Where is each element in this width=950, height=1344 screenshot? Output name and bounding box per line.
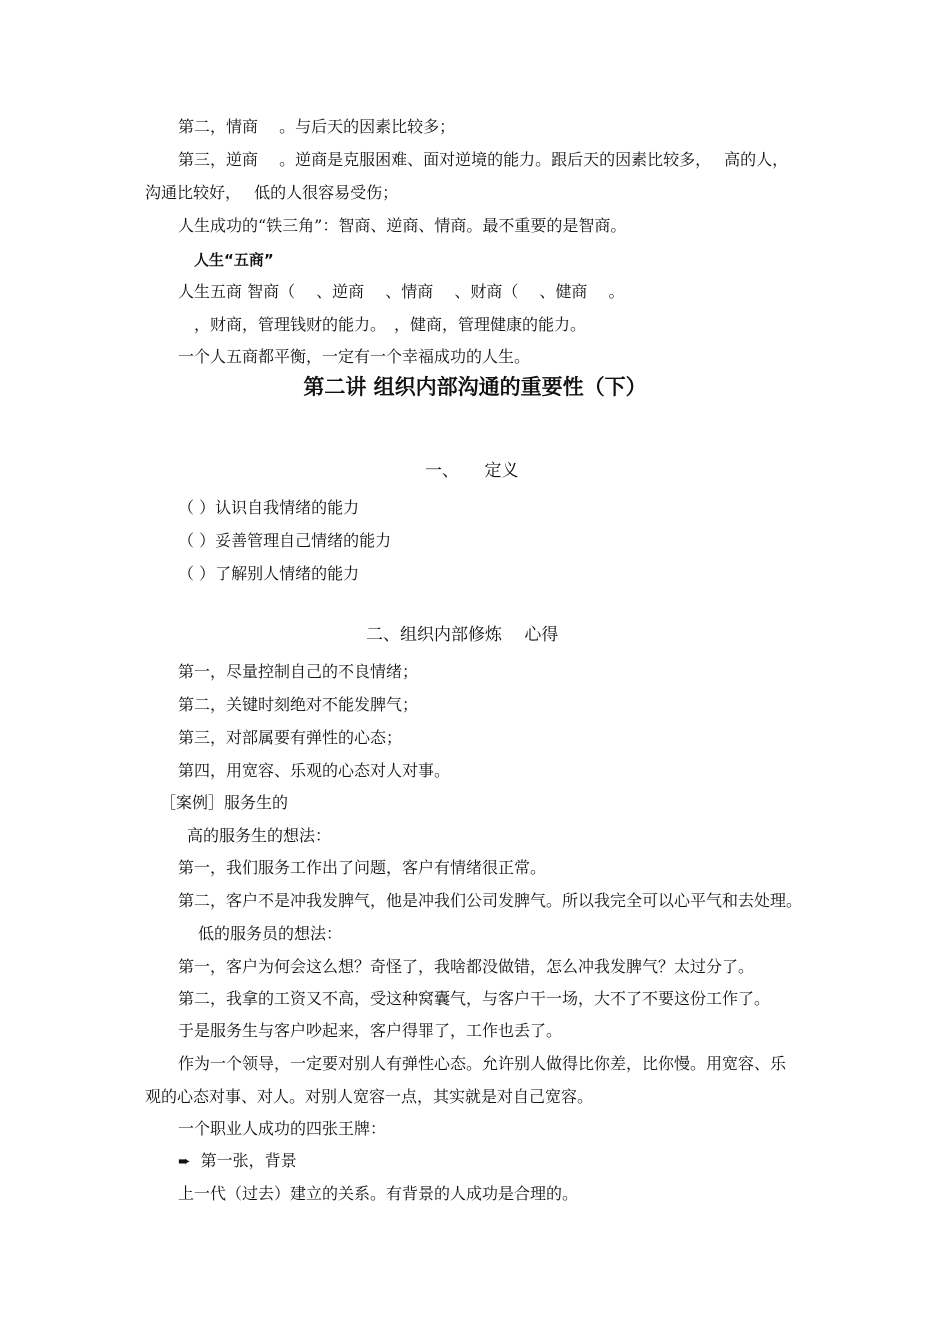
cultivation-item: 第三，对部属要有弹性的心态； (178, 728, 403, 747)
case-low-point: 第一，客户为何会这么想？奇怪了，我啥都没做错，怎么冲我发脾气？太过分了。 (178, 957, 755, 976)
case-result: 于是服务生与客户吵起来，客户得罪了，工作也丢了。 (178, 1021, 563, 1040)
leader-paragraph-cont: 观的心态对事、对人。对别人宽容一点，其实就是对自己宽容。 (145, 1087, 594, 1106)
text-line-eq: 第二，情商 。与后天的因素比较多； (178, 117, 456, 136)
case-low-point: 第二，我拿的工资又不高，受这种窝囊气，与客户干一场，大不了不要这份工作了。 (178, 989, 771, 1008)
section-heading-definition: 一、 定义 (425, 461, 519, 481)
text-line-aq-cont: 沟通比较好， 低的人很容易受伤； (145, 183, 399, 202)
cultivation-item: 第二，关键时刻绝对不能发脾气； (178, 695, 419, 714)
case-high-point: 第二，客户不是冲我发脾气，他是冲我们公司发脾气。所以我完全可以心平气和去处理。 (178, 891, 803, 910)
case-high-point: 第一，我们服务工作出了问题，客户有情绪很正常。 (178, 858, 547, 877)
definition-item: （ ）了解别人情绪的能力 (178, 564, 360, 583)
cultivation-item: 第四，用宽容、乐观的心态对人对事。 (178, 761, 451, 780)
ace-item-desc: 上一代（过去）建立的关系。有背景的人成功是合理的。 (178, 1184, 579, 1203)
text-line-iron-triangle: 人生成功的“铁三角”：智商、逆商、情商。最不重要的是智商。 (178, 216, 627, 235)
text-line-five-quotients: 人生五商 智商（ 、逆商 、情商 、财商（ 、健商 。 (178, 282, 625, 301)
ace-item (178, 1151, 297, 1171)
case-low-title: 低的服务员的想法： (198, 924, 343, 943)
definition-item: （ ）认识自我情绪的能力 (178, 498, 360, 517)
arrow-right-icon: ➨ (178, 1152, 191, 1170)
leader-paragraph: 作为一个领导，一定要对别人有弹性心态。允许别人做得比你差，比你慢。用宽容、乐 (178, 1054, 787, 1073)
ace-item-label: 第一张，背景 (200, 1151, 297, 1170)
text-line-fq-hq: ，财商，管理钱财的能力。 ，健商，管理健康的能力。 (194, 315, 587, 334)
case-high-title: 高的服务生的想法： (187, 826, 332, 845)
lecture-title: 第二讲 组织内部沟通的重要性（下） (303, 375, 647, 399)
text-line-aq: 第三，逆商 。逆商是克服困难、面对逆境的能力。跟后天的因素比较多， 高的人， (178, 150, 789, 169)
text-line-balance: 一个人五商都平衡，一定有一个幸福成功的人生。 (178, 347, 531, 366)
section-heading-cultivation: 二、组织内部修炼 心得 (366, 625, 559, 645)
four-aces-intro: 一个职业人成功的四张王牌： (178, 1119, 387, 1138)
cultivation-item: 第一，尽量控制自己的不良情绪； (178, 662, 419, 681)
subheading-five-quotients: 人生“五商” (194, 251, 274, 269)
definition-item: （ ）妥善管理自己情绪的能力 (178, 531, 392, 550)
case-label: ［案例］服务生的 (160, 793, 289, 812)
